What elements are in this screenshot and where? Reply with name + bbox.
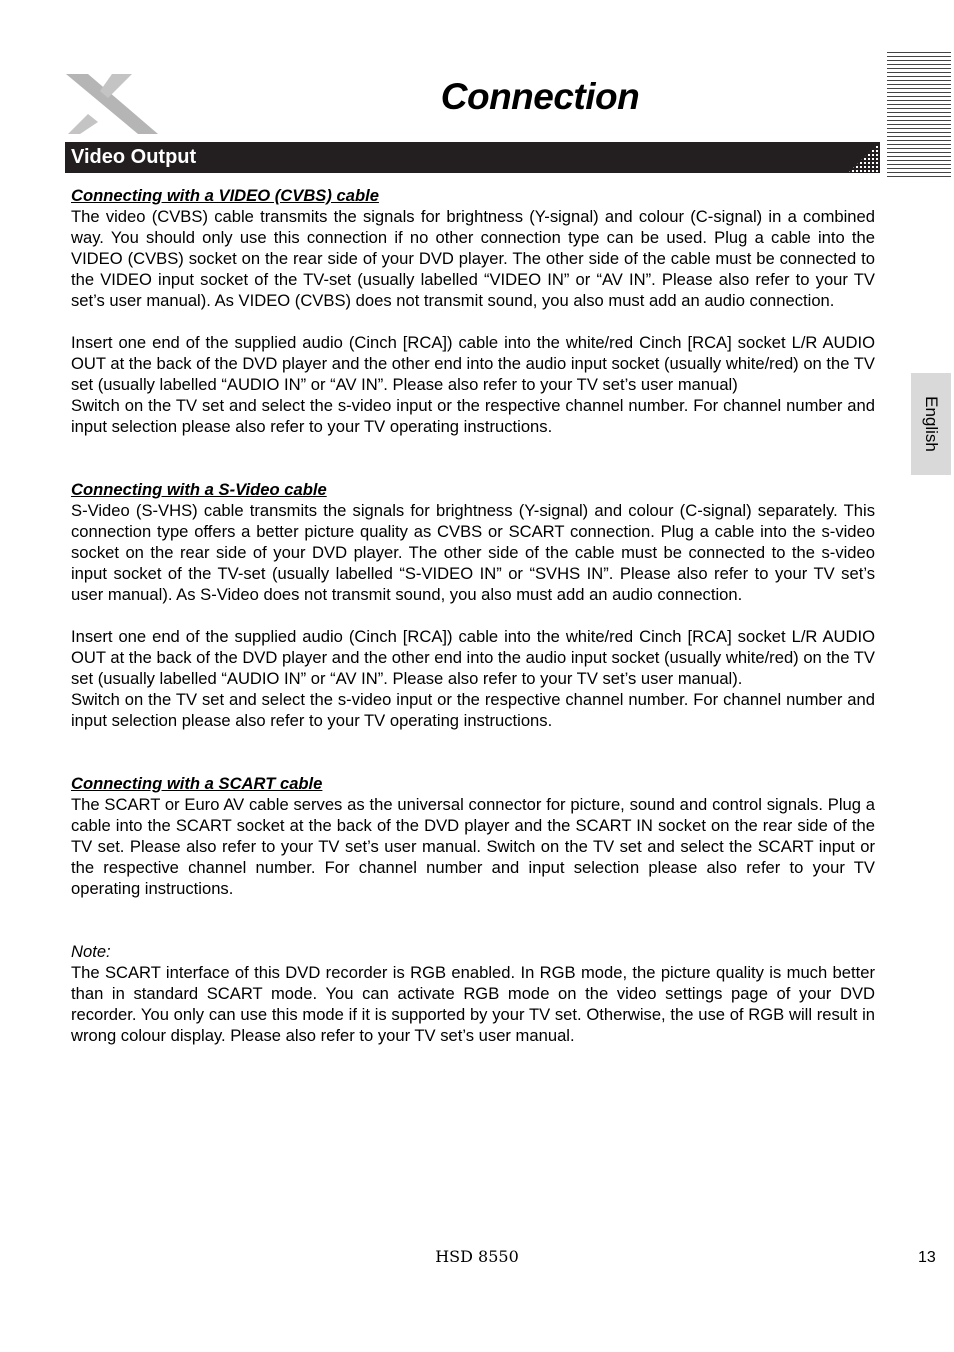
subheading-cvbs: Connecting with a VIDEO (CVBS) cable — [71, 186, 379, 205]
page-number: 13 — [918, 1249, 936, 1266]
main-content — [71, 185, 875, 1046]
paragraph: The SCART or Euro AV cable serves as the universal connector for picture, sound and control signals. Plug a cable into the SCART socket at the back of the DVD player and the SCART IN socket on the rear side of the TV set. Please also refer to your TV set’s user manual. Switch on the TV set and select the SCART input or the respective channel number. For channel number and input selection please also refer to your TV operating instructions. — [71, 795, 875, 898]
subheading-scart: Connecting with a SCART cable — [71, 774, 323, 793]
subheading-svideo: Connecting with a S-Video cable — [71, 480, 327, 499]
language-label: English — [922, 396, 941, 452]
section-title: Video Output — [71, 146, 197, 168]
stripe-decoration-icon — [887, 52, 951, 180]
paragraph: The video (CVBS) cable transmits the signals for brightness (Y-signal) and colour (C-signal) in a combined way. You should only use this connection if no other connection type can be used. Plug a cable into the VIDEO (CVBS) socket on the rear side of your DVD player. The other side of the cable must be connected to the VIDEO input socket of the TV-set (usually labelled “VIDEO IN” or “AV IN”. Please also refer to your TV set’s user manual). As VIDEO (CVBS) does not transmit sound, you also must add an audio connection. — [71, 207, 875, 310]
paragraph: Switch on the TV set and select the s-video input or the respective channel number. For channel number and input selection please also refer to your TV operating instructions. — [71, 396, 875, 436]
note-text: The SCART interface of this DVD recorder is RGB enabled. In RGB mode, the picture quality is much better than in standard SCART mode. You can activate RGB mode on the video settings page of your DVD recorder. You only can use this mode if it is supported by your TV set. Otherwise, the use of RGB will result in wrong colour display. Please also refer to your TV set’s user manual. — [71, 963, 875, 1045]
paragraph: Switch on the TV set and select the s-video input or the respective channel number. For channel number and input selection please also refer to your TV operating instructions. — [71, 690, 875, 730]
language-tab — [911, 373, 951, 475]
note-label: Note: — [71, 942, 111, 961]
footer-model-logo: HSD 8550 — [435, 1247, 519, 1266]
paragraph: S-Video (S-VHS) cable transmits the signals for brightness (Y-signal) and colour (C-signal) separately. This connection type offers a better picture quality as CVBS or SCART connection. Plug a cable into the s-video socket on the rear side of your DVD player. The other side of the cable must be connected to the s-video input socket of the TV-set (usually labelled “S-VIDEO IN” or “SVHS IN”. Please also refer to your TV set’s user manual). As S-Video does not transmit sound, you also must add an audio connection. — [71, 501, 875, 604]
paragraph: Insert one end of the supplied audio (Cinch [RCA]) cable into the white/red Cinch [RCA] socket L/R AUDIO OUT at the back of the DVD player and the other end into the audio input socket (usually white/red) on the TV set (usually labelled “AUDIO IN” or “AV IN”. Please also refer to your TV set’s user manual). — [71, 627, 875, 688]
dot-pattern-icon — [840, 142, 880, 173]
page-title: Connection — [440, 76, 640, 117]
section-header-bar — [65, 142, 880, 173]
paragraph: Insert one end of the supplied audio (Cinch [RCA]) cable into the white/red Cinch [RCA] socket L/R AUDIO OUT at the back of the DVD player and the other end into the audio input socket (usually white/red) on the TV set (usually labelled “AUDIO IN” or “AV IN”. Please also refer to your TV set’s user manual) — [71, 333, 875, 394]
